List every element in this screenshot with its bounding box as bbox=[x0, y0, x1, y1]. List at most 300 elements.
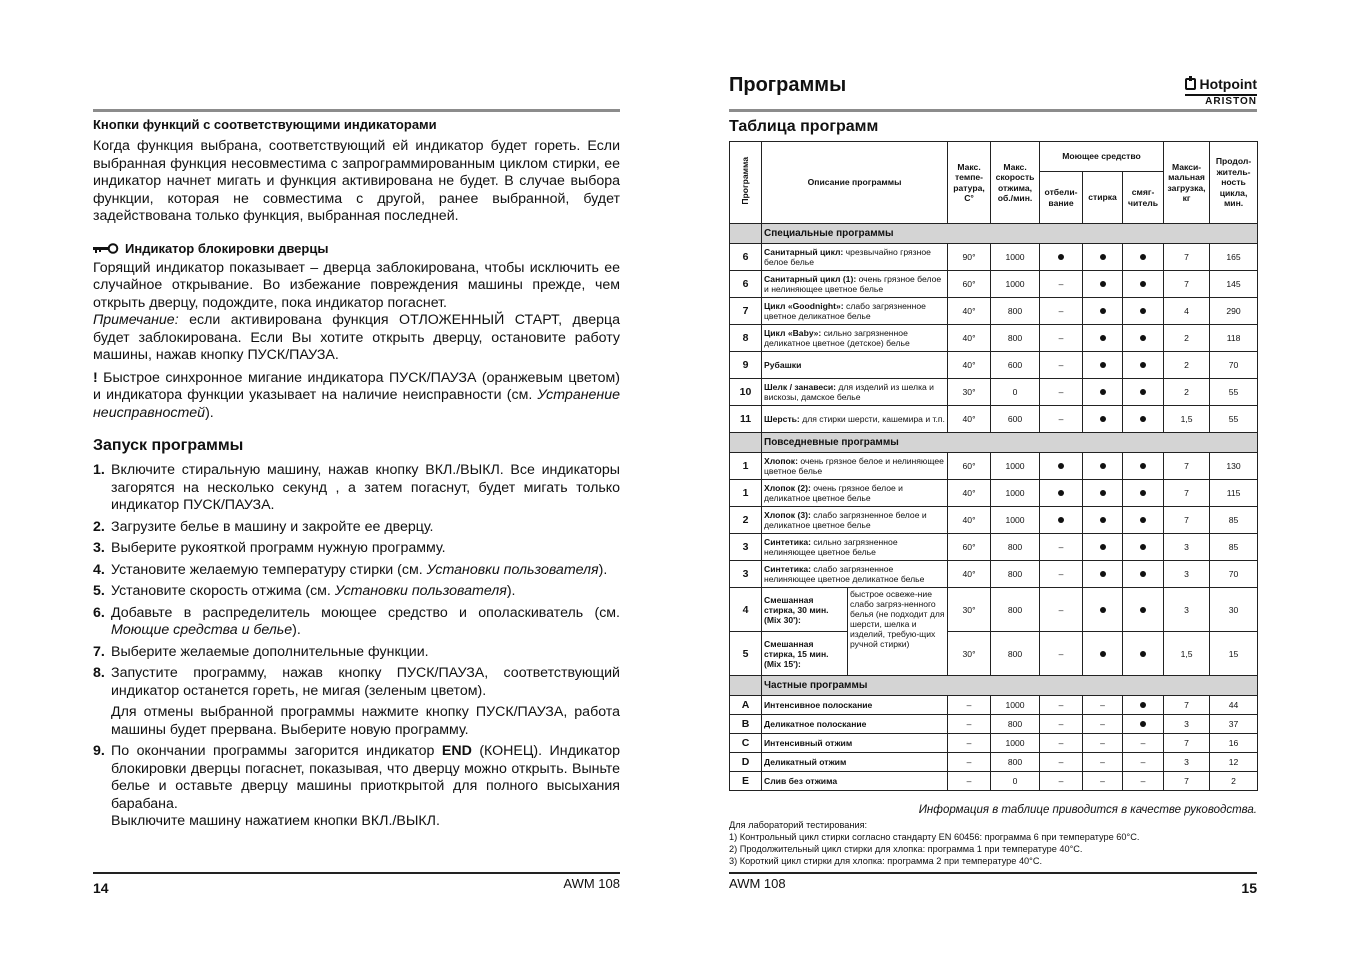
value-cell: – bbox=[1040, 588, 1083, 632]
dot-icon bbox=[1100, 389, 1106, 395]
step-ref: Моющие средства и белье bbox=[111, 622, 293, 638]
step-number: 5. bbox=[93, 583, 105, 599]
dot-mark bbox=[1040, 480, 1083, 507]
warning-ref: Устранение неисправностей bbox=[93, 387, 620, 421]
dot-mark bbox=[1123, 298, 1164, 325]
value-cell: 3 bbox=[1164, 561, 1210, 588]
table-row bbox=[730, 696, 1258, 715]
value-cell: 30° bbox=[948, 588, 991, 632]
value-cell: 37 bbox=[1210, 715, 1258, 734]
section-row bbox=[730, 676, 1258, 696]
dot-icon bbox=[1140, 362, 1146, 368]
program-name: Деликатное полоскание bbox=[762, 715, 948, 734]
step-item bbox=[93, 583, 620, 601]
dot-mark bbox=[1040, 453, 1083, 480]
value-cell: – bbox=[1040, 696, 1083, 715]
value-cell: 12 bbox=[1210, 753, 1258, 772]
dot-mark bbox=[1083, 632, 1123, 676]
dot-mark bbox=[1123, 453, 1164, 480]
dot-icon bbox=[1058, 254, 1064, 260]
lock-heading: Индикатор блокировки дверцы bbox=[125, 240, 329, 256]
dot-mark bbox=[1123, 271, 1164, 298]
dot-icon bbox=[1100, 517, 1106, 523]
dot-icon bbox=[1100, 335, 1106, 341]
dot-icon bbox=[1100, 254, 1106, 260]
value-cell: 800 bbox=[991, 715, 1040, 734]
note-text: если активирована функция ОТЛОЖЕННЫЙ СТАРТ, дверца будет заблокирована. Если Вы хотите открыть дверцу, остановите работу машины, нажав кнопку ПУСК/ПАУЗА. bbox=[93, 312, 620, 363]
lab-title: Для лабораторий тестирования: bbox=[729, 820, 868, 830]
value-cell: 85 bbox=[1210, 507, 1258, 534]
dot-icon bbox=[1140, 721, 1146, 727]
dot-mark bbox=[1083, 352, 1123, 379]
warning-end: ). bbox=[205, 404, 214, 421]
value-cell: 1000 bbox=[991, 271, 1040, 298]
program-name: Шерсть: bbox=[764, 414, 800, 424]
step-text: Загрузите белье в машину и закройте ее дверцу. bbox=[111, 518, 434, 535]
program-name: Синтетика: bbox=[764, 564, 811, 574]
value-cell: 800 bbox=[991, 534, 1040, 561]
value-cell: 70 bbox=[1210, 561, 1258, 588]
dot-icon bbox=[1100, 281, 1106, 287]
value-cell: 7 bbox=[1164, 507, 1210, 534]
step-end: ). bbox=[292, 622, 301, 638]
program-number: 3 bbox=[730, 561, 762, 588]
step-text: Запустите программу, нажав кнопку ПУСК/ПАУЗА, соответствующий индикатор останется гореть, не мигая (зеленым цветом). bbox=[111, 665, 620, 699]
program-description bbox=[762, 379, 948, 406]
table-row bbox=[730, 244, 1258, 271]
header-program bbox=[730, 142, 762, 224]
dot-icon bbox=[1140, 651, 1146, 657]
dot-mark bbox=[1123, 561, 1164, 588]
dot-icon bbox=[1100, 463, 1106, 469]
value-cell: 40° bbox=[948, 325, 991, 352]
value-cell: 7 bbox=[1164, 772, 1210, 791]
program-detail: для стирки шерсти, кашемира и т.п. bbox=[799, 414, 945, 424]
program-number: 6 bbox=[730, 271, 762, 298]
steps-list-end bbox=[93, 743, 620, 831]
table-row bbox=[730, 588, 1258, 632]
dot-mark bbox=[1123, 534, 1164, 561]
value-cell: – bbox=[1040, 734, 1083, 753]
step-text: Выберите рукояткой программ нужную программу. bbox=[111, 540, 446, 556]
program-letter: A bbox=[730, 696, 762, 715]
dot-mark bbox=[1040, 507, 1083, 534]
dot-mark bbox=[1083, 244, 1123, 271]
step-text-wrap bbox=[111, 605, 620, 640]
value-cell: – bbox=[1040, 632, 1083, 676]
step-item bbox=[93, 644, 620, 662]
program-name: Смешанная стирка, 30 мин. (Mix 30'): bbox=[762, 588, 848, 632]
dot-mark bbox=[1083, 507, 1123, 534]
value-cell: 30° bbox=[948, 379, 991, 406]
value-cell: 30° bbox=[948, 632, 991, 676]
header-description: Описание программы bbox=[762, 142, 948, 224]
value-cell: 0 bbox=[991, 379, 1040, 406]
step-ref: Установки пользователя bbox=[334, 583, 507, 599]
key-lock-icon bbox=[93, 243, 119, 255]
top-rule bbox=[93, 109, 620, 112]
lab-notes bbox=[729, 819, 1139, 867]
dot-icon bbox=[1140, 389, 1146, 395]
program-description bbox=[762, 406, 948, 433]
value-cell: – bbox=[948, 772, 991, 791]
value-cell: 1000 bbox=[991, 453, 1040, 480]
header-detergent: Моющее средство bbox=[1040, 142, 1164, 172]
value-cell: 165 bbox=[1210, 244, 1258, 271]
value-cell: 1000 bbox=[991, 244, 1040, 271]
value-cell: 40° bbox=[948, 298, 991, 325]
step-item bbox=[93, 562, 620, 580]
dot-icon bbox=[1140, 281, 1146, 287]
value-cell: 115 bbox=[1210, 480, 1258, 507]
program-number: 10 bbox=[730, 379, 762, 406]
step-number: 6. bbox=[93, 604, 105, 621]
value-cell: 40° bbox=[948, 561, 991, 588]
page-number: 14 bbox=[93, 880, 109, 896]
value-cell: 40° bbox=[948, 507, 991, 534]
dot-mark bbox=[1083, 406, 1123, 433]
header-wash: стирка bbox=[1083, 172, 1123, 224]
dot-icon bbox=[1140, 335, 1146, 341]
value-cell: 800 bbox=[991, 632, 1040, 676]
value-cell: 1000 bbox=[991, 696, 1040, 715]
table-row bbox=[730, 507, 1258, 534]
dot-icon bbox=[1100, 571, 1106, 577]
header-speed: Макс. скорость отжима, об./мин. bbox=[991, 142, 1040, 224]
value-cell: – bbox=[1040, 534, 1083, 561]
value-cell: 40° bbox=[948, 352, 991, 379]
program-description bbox=[762, 534, 948, 561]
program-name: Шелк / занавеси: bbox=[764, 382, 837, 392]
dot-mark bbox=[1083, 561, 1123, 588]
value-cell: 4 bbox=[1164, 298, 1210, 325]
value-cell: – bbox=[1040, 715, 1083, 734]
value-cell: 2 bbox=[1164, 325, 1210, 352]
program-letter: C bbox=[730, 734, 762, 753]
dot-icon bbox=[1140, 517, 1146, 523]
header-program-text: Программа bbox=[740, 157, 751, 206]
dot-mark bbox=[1083, 379, 1123, 406]
dot-icon bbox=[1140, 463, 1146, 469]
value-cell: 2 bbox=[1164, 379, 1210, 406]
cancel-text: Для отмены выбранной программы нажмите кнопку ПУСК/ПАУЗА, работа машины будет прервана. Выберите новую программу. bbox=[111, 704, 620, 738]
table-row bbox=[730, 715, 1258, 734]
table-row bbox=[730, 753, 1258, 772]
table-row bbox=[730, 534, 1258, 561]
value-cell: 3 bbox=[1164, 715, 1210, 734]
table-row bbox=[730, 406, 1258, 433]
steps-list bbox=[93, 462, 620, 700]
value-cell: – bbox=[1123, 734, 1164, 753]
value-cell: 800 bbox=[991, 588, 1040, 632]
step-end: ). bbox=[506, 583, 516, 599]
dot-icon bbox=[1100, 544, 1106, 550]
functions-heading: Кнопки функций с соответствующими индикаторами bbox=[93, 117, 437, 132]
value-cell: – bbox=[1123, 772, 1164, 791]
dot-icon bbox=[1140, 544, 1146, 550]
value-cell: 55 bbox=[1210, 406, 1258, 433]
dot-mark bbox=[1123, 480, 1164, 507]
value-cell: 30 bbox=[1210, 588, 1258, 632]
value-cell: 44 bbox=[1210, 696, 1258, 715]
dot-mark bbox=[1123, 379, 1164, 406]
step-number: 2. bbox=[93, 518, 105, 535]
step-number: 3. bbox=[93, 540, 105, 556]
value-cell: 15 bbox=[1210, 632, 1258, 676]
step-ref: Установки пользователя bbox=[426, 561, 599, 578]
value-cell: 60° bbox=[948, 271, 991, 298]
value-cell: – bbox=[1083, 772, 1123, 791]
dot-mark bbox=[1123, 588, 1164, 632]
page-title: Программы bbox=[729, 74, 847, 96]
step-item bbox=[93, 605, 620, 640]
dot-mark bbox=[1123, 352, 1164, 379]
program-number: 4 bbox=[730, 588, 762, 632]
program-name: Интенсивный отжим bbox=[762, 734, 948, 753]
value-cell: 290 bbox=[1210, 298, 1258, 325]
dot-mark bbox=[1123, 325, 1164, 352]
value-cell: 7 bbox=[1164, 271, 1210, 298]
step-item bbox=[93, 462, 620, 515]
warning-text: Быстрое синхронное мигание индикатора ПУСК/ПАУЗА (оранжевым цветом) и индикатора функции указывает на наличие неисправности (см. bbox=[93, 369, 620, 403]
program-name: Цикл «Goodnight»: bbox=[764, 301, 844, 311]
value-cell: 2 bbox=[1164, 352, 1210, 379]
dot-icon bbox=[1140, 702, 1146, 708]
program-name: Санитарный цикл: bbox=[764, 247, 844, 257]
dot-icon bbox=[1100, 651, 1106, 657]
dot-mark bbox=[1123, 507, 1164, 534]
program-description bbox=[762, 271, 948, 298]
bottom-rule bbox=[729, 872, 1257, 874]
value-cell: 40° bbox=[948, 480, 991, 507]
value-cell: 85 bbox=[1210, 534, 1258, 561]
dot-icon bbox=[1140, 254, 1146, 260]
program-number: 11 bbox=[730, 406, 762, 433]
step-end: ). bbox=[598, 561, 608, 578]
step-number: 4. bbox=[93, 561, 105, 578]
program-description bbox=[762, 561, 948, 588]
dot-mark bbox=[1123, 715, 1164, 734]
table-row bbox=[730, 271, 1258, 298]
step-text: Добавьте в распределитель моющее средство и ополаскиватель (см. bbox=[111, 604, 620, 621]
table-row bbox=[730, 379, 1258, 406]
dot-icon bbox=[1140, 416, 1146, 422]
header-duration: Продол-житель-ность цикла, мин. bbox=[1210, 142, 1258, 224]
value-cell: 800 bbox=[991, 753, 1040, 772]
program-number: 9 bbox=[730, 352, 762, 379]
program-table bbox=[729, 141, 1258, 791]
value-cell: 7 bbox=[1164, 696, 1210, 715]
brand-logo bbox=[1185, 76, 1257, 108]
value-cell: 55 bbox=[1210, 379, 1258, 406]
lock-note bbox=[93, 312, 620, 365]
dot-mark bbox=[1123, 632, 1164, 676]
program-detail: сильно загрязненное нелиняющее цветное белье bbox=[764, 537, 898, 557]
dot-mark bbox=[1123, 244, 1164, 271]
table-row bbox=[730, 298, 1258, 325]
dot-icon bbox=[1100, 490, 1106, 496]
value-cell: 16 bbox=[1210, 734, 1258, 753]
value-cell: 800 bbox=[991, 561, 1040, 588]
table-header bbox=[730, 142, 1258, 224]
program-detail: очень грязное белое и нелиняющее цветное белье bbox=[764, 274, 942, 294]
value-cell: 1000 bbox=[991, 734, 1040, 753]
table-body bbox=[730, 224, 1258, 791]
program-description bbox=[762, 352, 948, 379]
table-row bbox=[730, 325, 1258, 352]
dot-mark bbox=[1123, 406, 1164, 433]
value-cell: – bbox=[948, 715, 991, 734]
section-blank bbox=[730, 433, 762, 453]
program-number: 1 bbox=[730, 480, 762, 507]
program-number: 2 bbox=[730, 507, 762, 534]
value-cell: 0 bbox=[991, 772, 1040, 791]
value-cell: – bbox=[1083, 696, 1123, 715]
warning-text-block bbox=[93, 370, 620, 423]
value-cell: 7 bbox=[1164, 480, 1210, 507]
step9-c: (КОНЕЦ). Индикатор блокировки дверцы погаснет, показывая, что дверцу можно открыть. Выньте белье и оставьте дверцу машины приоткрытой для полного высыхания барабана. bbox=[111, 743, 620, 812]
dot-mark bbox=[1083, 453, 1123, 480]
program-name: Хлопок (2): bbox=[764, 483, 811, 493]
step-text: Установите желаемую температуру стирки (см. bbox=[111, 561, 427, 578]
step-number: 9. bbox=[93, 743, 105, 759]
bottom-rule bbox=[93, 872, 620, 874]
value-cell: – bbox=[1040, 772, 1083, 791]
section-row bbox=[730, 224, 1258, 244]
value-cell: – bbox=[1083, 753, 1123, 772]
program-number: 3 bbox=[730, 534, 762, 561]
program-letter: D bbox=[730, 753, 762, 772]
lock-text: Горящий индикатор показывает – дверца заблокирована, чтобы исключить ее случайное открывание. Во избежание повреждения машины прежде, чем открыть дверцу, подождите, пока индикатор погаснет. bbox=[93, 259, 620, 311]
step9-a: По окончании программы загорится индикатор bbox=[111, 743, 442, 759]
right-page bbox=[729, 0, 1257, 954]
value-cell: – bbox=[948, 734, 991, 753]
value-cell: – bbox=[948, 753, 991, 772]
header-temp: Макс. темпе-ратура, С° bbox=[948, 142, 991, 224]
step9-b: END bbox=[441, 743, 472, 759]
section-row bbox=[730, 433, 1258, 453]
step-text: Включите стиральную машину, нажав кнопку ВКЛ./ВЫКЛ. Все индикаторы загорятся на несколько секунд , а затем погаснут, будет мигать только индикатор ПУСК/ПАУЗА. bbox=[111, 462, 620, 513]
section-blank bbox=[730, 676, 762, 696]
program-detail: очень грязное белое и нелиняющее цветное белье bbox=[764, 456, 944, 476]
program-description bbox=[762, 453, 948, 480]
value-cell: – bbox=[1040, 753, 1083, 772]
table-row bbox=[730, 734, 1258, 753]
table-row bbox=[730, 453, 1258, 480]
program-name: Деликатный отжим bbox=[762, 753, 948, 772]
section-title: Повседневные программы bbox=[762, 433, 1258, 453]
program-name: Санитарный цикл (1): bbox=[764, 274, 857, 284]
logo-top-text: Hotpoint bbox=[1199, 76, 1257, 92]
value-cell: 70 bbox=[1210, 352, 1258, 379]
value-cell: 7 bbox=[1164, 453, 1210, 480]
logo-bottom-text: ARISTON bbox=[1205, 96, 1257, 107]
lab-line: 2) Продолжительный цикл стирки для хлопка: программа 1 при температуре 40°С. bbox=[729, 844, 1083, 854]
program-name: Слив без отжима bbox=[762, 772, 948, 791]
dot-icon bbox=[1100, 362, 1106, 368]
dot-mark bbox=[1083, 588, 1123, 632]
program-name: Смешанная стирка, 15 мин. (Mix 15'): bbox=[762, 632, 848, 676]
table-row bbox=[730, 561, 1258, 588]
step-text-wrap bbox=[111, 562, 620, 580]
step-item bbox=[93, 519, 620, 537]
program-name: Синтетика: bbox=[764, 537, 811, 547]
table-row bbox=[730, 352, 1258, 379]
value-cell: 3 bbox=[1164, 588, 1210, 632]
value-cell: – bbox=[1040, 325, 1083, 352]
page-number: 15 bbox=[1241, 880, 1257, 896]
value-cell: 130 bbox=[1210, 453, 1258, 480]
value-cell: – bbox=[1083, 734, 1123, 753]
functions-text: Когда функция выбрана, соответствующий ей индикатор будет гореть. Если выбранная функция несовместима с запрограммированным циклом стирки, ее индикатор начнет мигать и функция активирована не будет. В случае выбора функции, которая не совместима с другой, ранее выбранной, будет задействована только функция, выбранная последней. bbox=[93, 138, 620, 224]
dot-icon bbox=[1140, 571, 1146, 577]
step-number: 7. bbox=[93, 643, 105, 660]
dot-icon bbox=[1058, 463, 1064, 469]
dot-icon bbox=[1058, 517, 1064, 523]
value-cell: 1000 bbox=[991, 507, 1040, 534]
dot-mark bbox=[1083, 298, 1123, 325]
value-cell: 3 bbox=[1164, 534, 1210, 561]
dot-mark bbox=[1083, 534, 1123, 561]
value-cell: – bbox=[1040, 379, 1083, 406]
value-cell: – bbox=[1040, 298, 1083, 325]
hotpoint-mark-icon bbox=[1185, 78, 1196, 90]
dot-icon bbox=[1140, 607, 1146, 613]
step-text-wrap bbox=[111, 583, 620, 601]
program-detail: слабо загрязненное нелиняющее цветное деликатное белье bbox=[764, 564, 925, 584]
table-row bbox=[730, 632, 1258, 676]
program-number: 7 bbox=[730, 298, 762, 325]
lab-line: 3) Короткий цикл стирки для хлопка: программа 2 при температуре 40°С. bbox=[729, 856, 1043, 866]
program-description bbox=[762, 480, 948, 507]
header-softener: смяг-читель bbox=[1123, 172, 1164, 224]
value-cell: – bbox=[948, 696, 991, 715]
program-number: 5 bbox=[730, 632, 762, 676]
step-number: 8. bbox=[93, 665, 105, 681]
value-cell: – bbox=[1083, 715, 1123, 734]
step-text-wrap bbox=[111, 743, 620, 831]
program-detail: слабо загрязненное цветное деликатное белье bbox=[764, 301, 926, 321]
program-description bbox=[762, 244, 948, 271]
step-item bbox=[93, 665, 620, 700]
program-name: Интенсивное полоскание bbox=[762, 696, 948, 715]
program-name: Хлопок: bbox=[764, 456, 798, 466]
value-cell: 1,5 bbox=[1164, 632, 1210, 676]
dot-icon bbox=[1058, 490, 1064, 496]
program-letter: B bbox=[730, 715, 762, 734]
program-detail: чрезвычайно грязное белое белье bbox=[764, 247, 931, 267]
header-load: Макси-мальная загрузка, кг bbox=[1164, 142, 1210, 224]
value-cell: 60° bbox=[948, 453, 991, 480]
value-cell: – bbox=[1040, 352, 1083, 379]
program-detail: сильно загрязненное деликатное цветное (детское) белье bbox=[764, 328, 910, 348]
program-number: 8 bbox=[730, 325, 762, 352]
top-rule bbox=[729, 109, 1257, 112]
program-detail: очень грязное белое и деликатное цветное белье bbox=[764, 483, 903, 503]
dot-icon bbox=[1100, 308, 1106, 314]
dot-mark bbox=[1083, 271, 1123, 298]
program-letter: E bbox=[730, 772, 762, 791]
value-cell: 7 bbox=[1164, 734, 1210, 753]
section-blank bbox=[730, 224, 762, 244]
dot-mark bbox=[1123, 696, 1164, 715]
step-text: Установите скорость отжима (см. bbox=[111, 583, 335, 599]
table-row bbox=[730, 480, 1258, 507]
value-cell: 600 bbox=[991, 406, 1040, 433]
value-cell: 800 bbox=[991, 298, 1040, 325]
value-cell: – bbox=[1123, 753, 1164, 772]
program-description bbox=[762, 507, 948, 534]
